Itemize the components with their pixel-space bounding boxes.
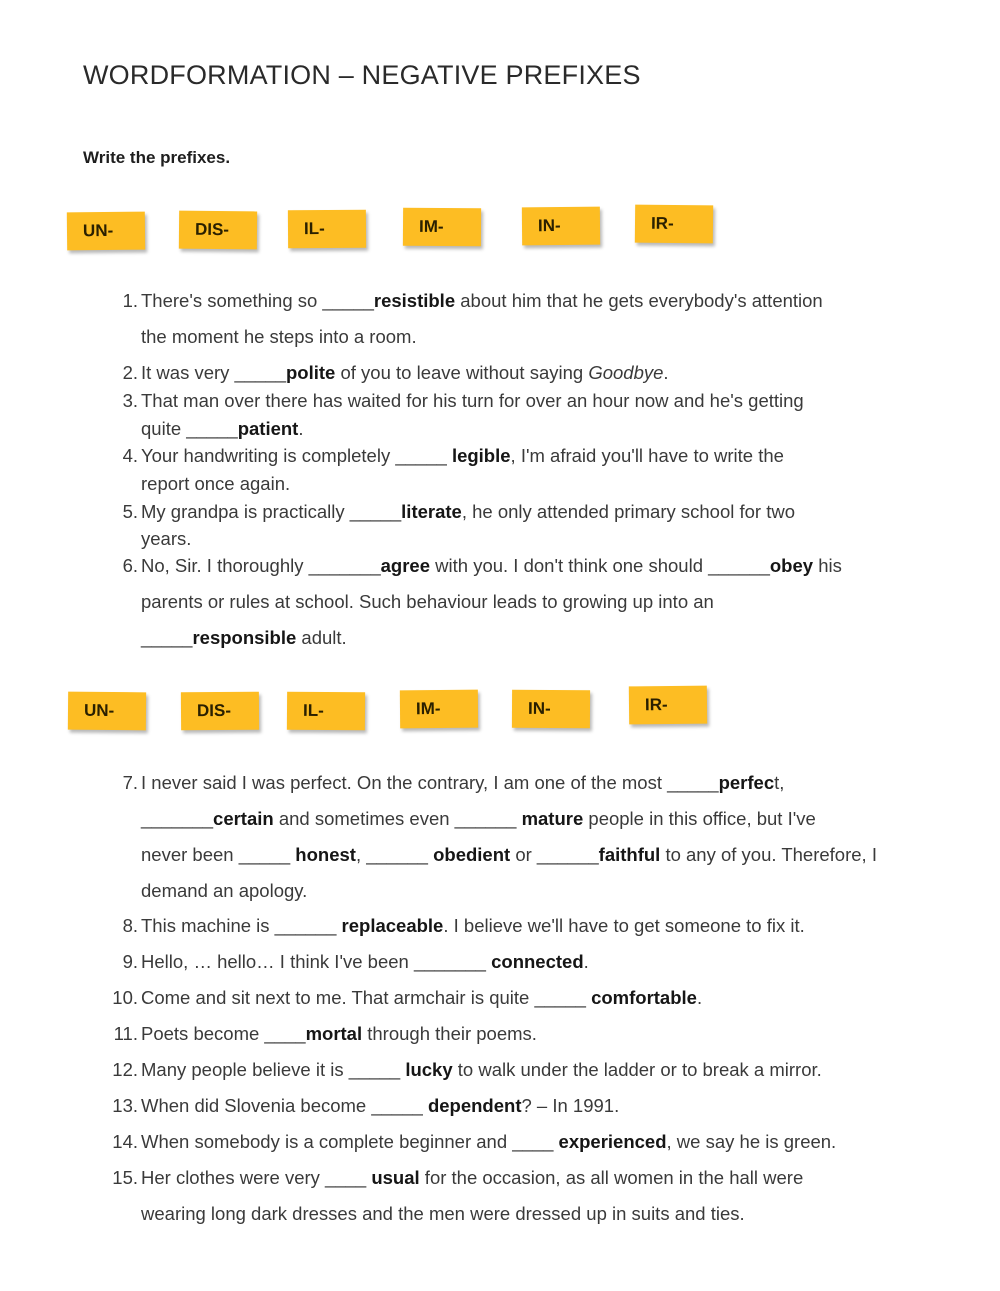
question-number: 15. [112,1167,138,1188]
question-text-segment: Your handwriting is completely _____ [141,445,452,466]
question-text-segment: adult. [296,627,347,648]
question-number: 5. [122,501,138,522]
prefix-card-im[interactable]: IM- [403,208,481,247]
question-text-segment: report once again. [141,473,291,494]
target-word: perfec [718,772,775,793]
question-line [141,290,823,312]
question-text-segment: . I believe we'll have to get someone to fix it. [443,915,805,936]
question-line [141,1131,836,1153]
prefix-card-dis[interactable]: DIS- [179,211,257,250]
question-text-segment: Poets become ____ [141,1023,306,1044]
question-text-segment: and sometimes even ______ [273,808,522,829]
target-word: experienced [558,1131,667,1152]
question-text-segment: wearing long dark dresses and the men were dressed up in suits and ties. [141,1203,745,1224]
target-word: resistible [373,290,456,311]
question-text-segment: demand an apology. [141,880,308,901]
question-text-segment: or ______ [510,844,599,865]
target-word: certain [213,808,274,829]
target-word: mortal [305,1023,363,1044]
question-line [141,951,589,973]
target-word: responsible [192,627,297,648]
question-number: 7. [122,772,138,793]
prefix-card-il[interactable]: IL- [287,692,365,731]
question-line [141,473,290,495]
question-text-segment: with you. I don't think one should ______ [430,555,770,576]
question-line [141,555,842,577]
question-number: 13. [112,1095,138,1116]
target-word: usual [371,1167,420,1188]
prefix-card-ir[interactable]: IR- [635,205,713,244]
question-line [141,418,303,440]
question-line [141,844,877,866]
question-text-segment: Many people believe it is _____ [141,1059,406,1080]
instruction: Write the prefixes. [83,148,231,167]
target-word: dependent [427,1095,522,1116]
italic-text: Goodbye [588,362,664,383]
question-text-segment: I never said I was perfect. On the contrary, I am one of the most _____ [141,772,719,793]
target-word: obedient [433,844,511,865]
question-text-segment: It was very _____ [141,362,286,383]
question-text-segment: , ______ [355,844,434,865]
question-text-segment: , I'm afraid you'll have to write the [510,445,784,466]
target-word: comfortable [591,987,697,1008]
question-line [141,501,795,523]
prefix-card-im[interactable]: IM- [400,690,478,729]
question-line [141,772,784,794]
question-text-segment: When did Slovenia become _____ [141,1095,428,1116]
question-text-segment: for the occasion, as all women in the hall were [419,1167,804,1188]
question-text-segment: parents or rules at school. Such behaviour leads to growing up into an [141,591,714,612]
question-line [141,528,191,550]
target-word: patient [237,418,299,439]
question-line [141,627,347,649]
question-text-segment: through their poems. [362,1023,537,1044]
target-word: faithful [598,844,661,865]
question-text-segment: Her clothes were very ____ [141,1167,372,1188]
question-text-segment: about him that he gets everybody's attention [455,290,823,311]
question-number: 14. [112,1131,138,1152]
question-text-segment: the moment he steps into a room. [141,326,417,347]
question-line [141,1095,619,1117]
target-word: connected [491,951,584,972]
question-line [141,362,669,384]
question-text-segment: This machine is ______ [141,915,342,936]
prefix-card-ir[interactable]: IR- [629,686,707,725]
question-text-segment: Hello, … hello… I think I've been _______ [141,951,492,972]
question-text-segment: quite _____ [141,418,238,439]
question-line [141,326,417,348]
target-word: obey [769,555,814,576]
question-line [141,1203,745,1225]
question-text-segment: . [583,951,589,972]
question-text-segment: . [696,987,703,1008]
question-number: 9. [122,951,138,972]
question-number: 1. [122,290,138,311]
question-line [141,1023,537,1045]
question-text-segment: That man over there has waited for his turn for over an hour now and he's getting [141,390,804,411]
target-word: agree [380,555,431,576]
target-word: honest [295,844,356,865]
target-word: lucky [405,1059,453,1080]
target-word: replaceable [341,915,444,936]
question-text-segment: of you to leave without saying [335,362,589,383]
prefix-card-dis[interactable]: DIS- [181,692,259,731]
question-text-segment: _____ [141,627,193,648]
question-text-segment: people in this office, but I've [583,808,816,829]
question-number: 6. [122,555,138,576]
question-line [141,1167,803,1189]
question-text-segment: No, Sir. I thoroughly _______ [141,555,381,576]
question-text-segment: . [663,362,669,383]
question-line [141,915,805,937]
prefix-card-un[interactable]: UN- [67,212,145,251]
question-text-segment: Come and sit next to me. That armchair is quite _____ [141,987,592,1008]
target-word: mature [521,808,584,829]
target-word: legible [451,445,511,466]
question-text-segment: t, [774,772,785,793]
question-line [141,390,804,412]
question-number: 8. [122,915,138,936]
question-text-segment: There's something so _____ [141,290,374,311]
question-number: 10. [112,987,138,1008]
prefix-card-in[interactable]: IN- [512,690,590,728]
question-line [141,880,307,902]
page-title: WORDFORMATION – NEGATIVE PREFIXES [83,60,641,90]
question-line [141,445,784,467]
question-text-segment: his [813,555,842,576]
question-number: 4. [122,445,138,466]
question-text-segment: , we say he is green. [666,1131,837,1152]
question-text-segment: years. [141,528,192,549]
target-word: polite [286,362,336,383]
question-text-segment: My grandpa is practically _____ [141,501,402,522]
prefix-card-il[interactable]: IL- [288,210,366,249]
question-text-segment: ? – In 1991. [521,1095,620,1116]
question-number: 11. [113,1023,138,1044]
target-word: literate [401,501,462,522]
question-number: 3. [122,390,138,411]
question-number: 12. [112,1059,138,1080]
question-text-segment: , he only attended primary school for two [461,501,796,522]
question-text-segment: never been _____ [141,844,296,865]
question-text-segment: When somebody is a complete beginner and ____ [141,1131,559,1152]
question-text-segment: to any of you. Therefore, I [660,844,877,865]
question-line [141,1059,822,1081]
question-text-segment: to walk under the ladder or to break a mirror. [452,1059,822,1080]
question-line [141,808,816,830]
question-line [141,987,702,1009]
question-text-segment: . [298,418,304,439]
question-text-segment: _______ [141,808,214,829]
question-number: 2. [122,362,138,383]
question-line [141,591,714,613]
prefix-card-un[interactable]: UN- [68,692,146,731]
prefix-card-in[interactable]: IN- [522,207,600,246]
